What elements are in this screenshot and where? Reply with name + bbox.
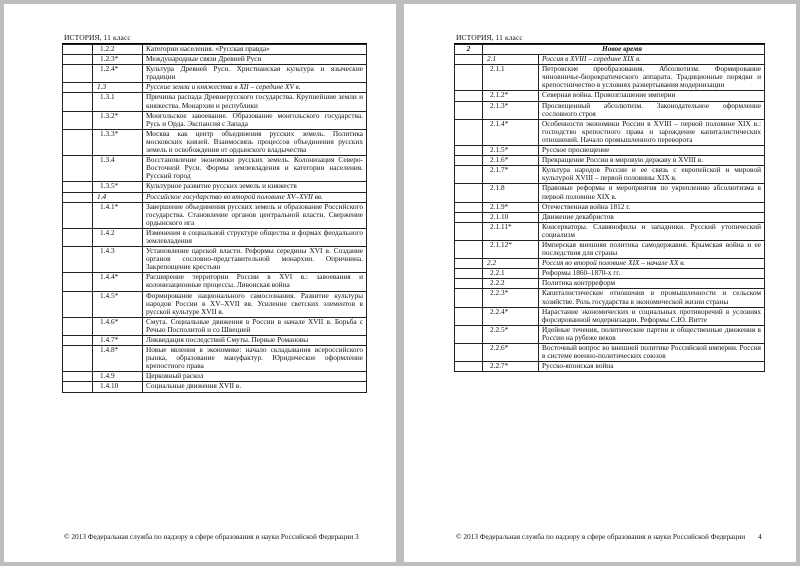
section-title: Новое время (483, 45, 765, 55)
element-code: 2.1 (483, 55, 539, 65)
table-row (63, 273, 367, 291)
empty-cell (63, 382, 93, 392)
empty-cell (455, 279, 483, 289)
element-code: 1.4.8* (93, 346, 143, 372)
element-description: Капиталистические отношения в промышленности и сельском хозяйстве. Роль государства в экономической жизни страны (539, 289, 765, 307)
table-row (455, 202, 765, 212)
empty-cell (63, 111, 93, 129)
table-section-row (63, 192, 367, 202)
element-description: Правовые реформы и мероприятия по укреплению абсолютизма в первой половине XIX в. (539, 184, 765, 202)
element-code: 2.1.9* (483, 202, 539, 212)
empty-cell (63, 156, 93, 182)
table-row (455, 344, 765, 362)
table-section-row (455, 55, 765, 65)
element-code: 2.1.10 (483, 212, 539, 222)
table-row (63, 372, 367, 382)
empty-cell (63, 336, 93, 346)
empty-cell (455, 362, 483, 372)
element-description: Движение декабристов (539, 212, 765, 222)
element-code: 1.4.4* (93, 273, 143, 291)
empty-cell (455, 289, 483, 307)
element-code: 1.2.2 (93, 45, 143, 55)
element-code: 1.4 (93, 192, 143, 202)
element-description: Реформы 1860–1870-х гг. (539, 269, 765, 279)
element-code: 2.2.5* (483, 325, 539, 343)
empty-cell (63, 65, 93, 83)
element-description: Причины распада Древнерусского государства. Крупнейшие земли и княжества. Монархии и республики (143, 93, 367, 111)
empty-cell (63, 93, 93, 111)
element-description: Культура Древней Руси. Христианская культура и языческие традиции (143, 65, 367, 83)
element-code: 1.3.5* (93, 182, 143, 192)
section-number: 2 (455, 45, 483, 55)
element-description: Российское государство во второй половине XV–XVII вв. (143, 192, 367, 202)
element-code: 1.2.3* (93, 55, 143, 65)
empty-cell (63, 346, 93, 372)
page-footer: © 2013 Федеральная служба по надзору в сфере образования и науки Российской Федерации (456, 532, 746, 541)
page-number: 3 (355, 532, 359, 541)
element-code: 1.2.4* (93, 65, 143, 83)
table-row (63, 382, 367, 392)
table-row (63, 93, 367, 111)
element-code: 2.1.4* (483, 119, 539, 145)
element-description: Просвещенный абсолютизм. Законодательное оформление сословного строя (539, 101, 765, 119)
table-row (63, 55, 367, 65)
page-header: ИСТОРИЯ, 11 класс (64, 33, 131, 42)
table-row (63, 129, 367, 155)
element-code: 2.1.5* (483, 146, 539, 156)
codifier-table (454, 44, 765, 372)
element-code: 1.4.1* (93, 202, 143, 228)
table-row (455, 279, 765, 289)
element-code: 2.2.3* (483, 289, 539, 307)
table-row (455, 146, 765, 156)
element-description: Восточный вопрос во внешней политике Российской империи. Россия в системе военно-политических союзов (539, 344, 765, 362)
empty-cell (455, 307, 483, 325)
element-description: Превращение России в мировую державу в XVIII в. (539, 156, 765, 166)
empty-cell (63, 129, 93, 155)
element-description: Церковный раскол (143, 372, 367, 382)
table-row (455, 156, 765, 166)
element-description: Категории населения. «Русская правда» (143, 45, 367, 55)
element-code: 1.4.3 (93, 247, 143, 273)
element-description: Новые явления в экономике: начало складывания всероссийского рынка, образование мануфактур. Юридическое оформление крепостного права (143, 346, 367, 372)
element-code: 2.2.4* (483, 307, 539, 325)
element-code: 1.4.2 (93, 228, 143, 246)
empty-cell (63, 317, 93, 335)
table-row (63, 317, 367, 335)
element-description: Консерваторы. Славянофилы и западники. Русский утопический социализм (539, 222, 765, 240)
table-row (63, 156, 367, 182)
empty-cell (455, 212, 483, 222)
empty-cell (63, 372, 93, 382)
element-code: 2.1.6* (483, 156, 539, 166)
table-row (455, 307, 765, 325)
table-row (63, 247, 367, 273)
empty-cell (63, 45, 93, 55)
page-number: 4 (758, 532, 762, 541)
element-description: Расширение территории России в XVI в.: завоевания и колонизационные процессы. Ливонская война (143, 273, 367, 291)
table-row (63, 202, 367, 228)
empty-cell (63, 202, 93, 228)
page-footer: © 2013 Федеральная служба по надзору в сфере образования и науки Российской Федерации (64, 532, 354, 541)
empty-cell (455, 184, 483, 202)
element-code: 1.4.10 (93, 382, 143, 392)
table-row (455, 101, 765, 119)
table-row (63, 65, 367, 83)
table-row (455, 362, 765, 372)
element-code: 2.1.7* (483, 166, 539, 184)
table-section-row (63, 83, 367, 93)
empty-cell (63, 247, 93, 273)
table-row (63, 228, 367, 246)
empty-cell (63, 192, 93, 202)
element-description: Политика контрреформ (539, 279, 765, 289)
element-description: Особенности экономики России в XVIII – первой половине XIX в.: господство крепостного права и зарождение капиталистических отношений. Начало промышленного переворота (539, 119, 765, 145)
element-description: Завершение объединения русских земель и образование Российского государства. Становление органов центральной власти. Свержение ордынского ига (143, 202, 367, 228)
table-row (455, 166, 765, 184)
element-description: Культурное развитие русских земель и княжеств (143, 182, 367, 192)
element-description: Смута. Социальные движения в России в начале XVII в. Борьба с Речью Посполитой и со Швецией (143, 317, 367, 335)
element-code: 1.4.5* (93, 291, 143, 317)
element-description: Идейные течения, политические партии и общественные движения в России на рубеже веков (539, 325, 765, 343)
element-code: 1.3.2* (93, 111, 143, 129)
empty-cell (63, 182, 93, 192)
empty-cell (455, 259, 483, 269)
element-code: 2.1.2* (483, 91, 539, 101)
empty-cell (455, 202, 483, 212)
element-description: Имперская внешняя политика самодержавия. Крымская война и ее последствия для страны (539, 240, 765, 258)
table-row (455, 184, 765, 202)
table-row (63, 291, 367, 317)
empty-cell (455, 269, 483, 279)
empty-cell (63, 291, 93, 317)
table-row (63, 346, 367, 372)
element-code: 2.2.6* (483, 344, 539, 362)
element-description: Социальные движения XVII в. (143, 382, 367, 392)
empty-cell (455, 146, 483, 156)
element-code: 2.2.1 (483, 269, 539, 279)
element-description: Петровские преобразования. Абсолютизм. Формирование чиновничье-бюрократического аппарата. Традиционные порядки и крепостничество в условиях развертывания модернизации (539, 65, 765, 91)
element-code: 1.4.6* (93, 317, 143, 335)
element-description: Москва как центр объединения русских земель. Политика московских князей. Взаимосвязь процессов объединения русских земель и освобождения от ордынского владычества (143, 129, 367, 155)
element-code: 2.1.11* (483, 222, 539, 240)
empty-cell (455, 325, 483, 343)
element-description: Россия в XVIII – середине XIX в. (539, 55, 765, 65)
element-code: 2.2.2 (483, 279, 539, 289)
element-description: Русское просвещение (539, 146, 765, 156)
empty-cell (63, 55, 93, 65)
element-description: Монгольское завоевание. Образование монгольского государства. Русь и Орда. Экспансия с Запада (143, 111, 367, 129)
empty-cell (455, 344, 483, 362)
empty-cell (63, 228, 93, 246)
table-row (455, 91, 765, 101)
table-row (63, 45, 367, 55)
table-row (455, 119, 765, 145)
element-code: 1.3.1 (93, 93, 143, 111)
element-code: 2.2.7* (483, 362, 539, 372)
empty-cell (455, 91, 483, 101)
element-code: 1.4.7* (93, 336, 143, 346)
element-description: Формирование национального самосознания. Развитие культуры народов России в XV–XVII вв. Усиление светских элементов в русской культуре XVII в. (143, 291, 367, 317)
table-section-row (455, 259, 765, 269)
element-description: Международные связи Древней Руси (143, 55, 367, 65)
page-left (4, 4, 396, 562)
empty-cell (455, 101, 483, 119)
empty-cell (455, 166, 483, 184)
table-row (455, 325, 765, 343)
table-row (63, 111, 367, 129)
element-description: Культура народов России и ее связь с европейской и мировой культурой XVIII – первой половины XIX в. (539, 166, 765, 184)
table-row (455, 240, 765, 258)
empty-cell (63, 83, 93, 93)
empty-cell (455, 55, 483, 65)
empty-cell (455, 119, 483, 145)
element-description: Нарастание экономических и социальных противоречий в условиях форсированной модернизации. Реформы С.Ю. Витте (539, 307, 765, 325)
element-description: Восстановление экономики русских земель. Колонизация Северо-Восточной Руси. Формы землевладения и категории населения. Русский город (143, 156, 367, 182)
element-description: Установление царской власти. Реформы середины XVI в. Создание органов сословно-представительной монархии. Опричнина. Закрепощение крестьян (143, 247, 367, 273)
element-code: 2.1.3* (483, 101, 539, 119)
element-code: 1.3.4 (93, 156, 143, 182)
page-header: ИСТОРИЯ, 11 класс (456, 33, 523, 42)
element-code: 2.1.12* (483, 240, 539, 258)
element-description: Отечественная война 1812 г. (539, 202, 765, 212)
table-row (63, 182, 367, 192)
element-description: Ликвидация последствий Смуты. Первые Романовы (143, 336, 367, 346)
element-code: 2.1.1 (483, 65, 539, 91)
empty-cell (455, 240, 483, 258)
empty-cell (455, 65, 483, 91)
table-row (63, 336, 367, 346)
element-code: 2.1.8 (483, 184, 539, 202)
table-row (455, 65, 765, 91)
element-code: 1.3.3* (93, 129, 143, 155)
element-description: Северная война. Провозглашение империи (539, 91, 765, 101)
empty-cell (455, 156, 483, 166)
table-top-row (455, 45, 765, 55)
element-code: 1.4.9 (93, 372, 143, 382)
element-description: Русско-японская война (539, 362, 765, 372)
table-row (455, 212, 765, 222)
empty-cell (63, 273, 93, 291)
element-code: 2.2 (483, 259, 539, 269)
element-description: Изменения в социальной структуре общества и формах феодального землевладения (143, 228, 367, 246)
element-description: Русские земли и княжества в XII – середине XV в. (143, 83, 367, 93)
table-row (455, 289, 765, 307)
element-code: 1.3 (93, 83, 143, 93)
empty-cell (455, 222, 483, 240)
codifier-table (62, 44, 367, 393)
table-row (455, 222, 765, 240)
element-description: Россия во второй половине XIX – начале XX в. (539, 259, 765, 269)
page-right (404, 4, 796, 562)
table-row (455, 269, 765, 279)
